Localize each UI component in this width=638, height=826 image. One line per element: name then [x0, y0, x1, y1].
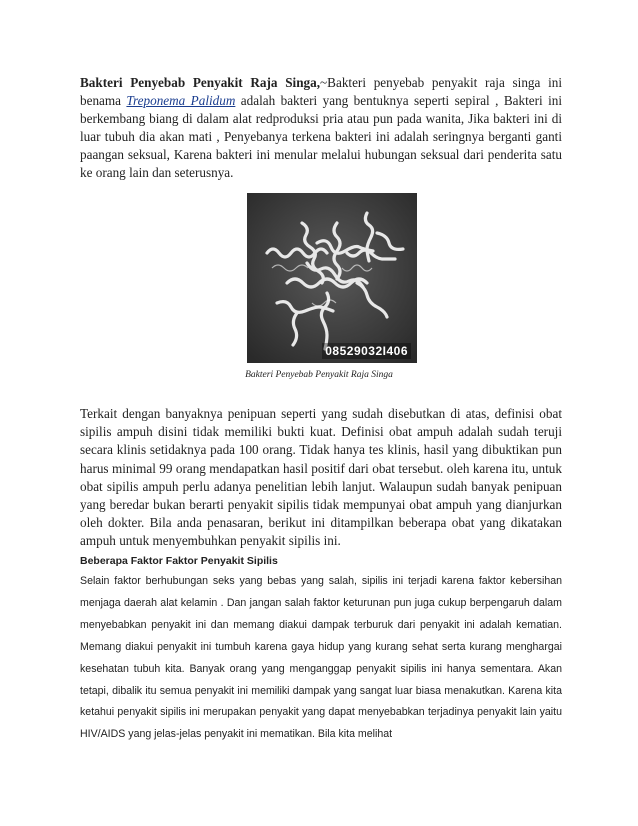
spirochete-image — [247, 193, 417, 363]
body-paragraph: Terkait dengan banyaknya penipuan seperti yang sudah disebutkan di atas, definisi obat sipilis ampuh disini tidak memiliki bukti kuat. Definisi obat ampuh adalah sudah teruji secara klinis setidaknya pada 100 orang. Tidak hanya tes klinis, hasil yang dibuktikan pun harus minimal 99 orang mendapatkan hasil positif dari obat tersebut. oleh karena itu, untuk obat sipilis ampuh perlu adanya penelitian lebih lanjut. Walaupun sudah banyak penipuan yang beredar bukan berarti penyakit sipilis tidak mempunyai obat ampuh yang dianjurkan oleh dokter. Bila anda penasaran, berikut ini ditampilkan beberapa obat yang dikatakan ampuh untuk menyembuhkan penyakit sipilis ini. — [80, 406, 562, 549]
intro-lead: Bakteri Penyebab Penyakit Raja Singa, — [80, 75, 321, 90]
section-paragraph: Selain faktor berhubungan seks yang bebas yang salah, sipilis ini terjadi karena faktor kebersihan menjaga daerah alat kelamin . Dan jangan salah faktor keturunan pun juga cukup berpengaruh dalam menyebabkan penyakit ini dan memang diakui dampak terburuk dari penyakit ini adalah kematian. Memang diakui penyakit ini tumbuh karena gaya hidup yang kurang sehat serta kurang menghargai kesehatan tubuh kita. Banyak orang yang menganggap penyakit sipilis ini hanya sementara. Akan tetapi, dibalik itu semua penyakit ini memiliki dampak yang sangat luar biasa menakutkan. Karena kita ketahui penyakit sipilis ini merupakan penyakit yang dapat menyebabkan terjadinya penyakit lain yaitu HIV/AIDS yang jelas-jelas penyakit ini mematikan. Bila kita melihat — [80, 575, 562, 741]
intro-text-a: ~Bakteri penyebab penyakit raja singa ini benama — [80, 75, 562, 108]
section-heading: Beberapa Faktor Faktor Penyakit Sipilis — [80, 555, 278, 567]
intro-text-b: adalah bakteri yang bentuknya seperti sepiral , Bakteri ini berkembang biang di dalam alat redproduksi pria atau pun pada wanita, Jika bakteri ini di luar tubuh dia akan mati , Penyebanya terkena bakteri ini adalah seringnya berganti ganti paangan seksual, Karena bakteri ini menular melalui hubungan seksual dari penderita satu ke orang lain dan seterusnya. — [80, 93, 562, 180]
bacteria-photo — [247, 193, 417, 363]
treponema-link[interactable]: Treponema Palidum — [126, 93, 236, 108]
figure-caption: Bakteri Penyebab Penyakit Raja Singa — [245, 370, 393, 380]
watermark-phone: 08529032I406 — [322, 343, 411, 359]
intro-paragraph — [80, 74, 562, 182]
